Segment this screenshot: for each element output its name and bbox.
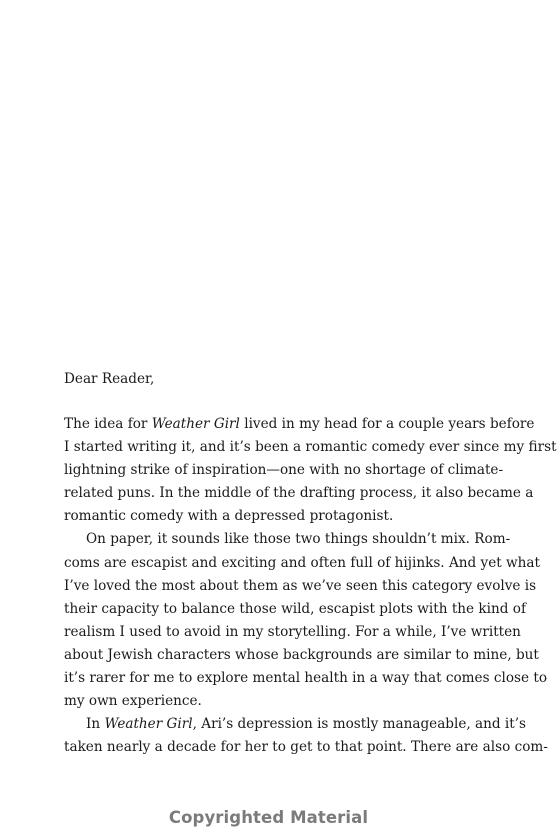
text-line: taken nearly a decade for her to get to that point. There are also com- — [64, 739, 548, 756]
salutation-text: Dear Reader, — [64, 371, 155, 387]
text-line: lightning strike of inspiration—one with no shortage of climate- — [64, 462, 504, 479]
text-line: I’ve loved the most about them as we’ve seen this category evolve is — [64, 577, 537, 594]
letter-body — [64, 413, 557, 759]
text-line: The idea for Weather Girl lived in my head for a couple years before — [64, 416, 535, 432]
text-line: On paper, it sounds like those two things shouldn’t mix. Rom- — [86, 531, 511, 548]
text-line: coms are escapist and exciting and often full of hijinks. And yet what — [64, 554, 541, 571]
text-line: romantic comedy with a depressed protagonist. — [64, 508, 394, 525]
salutation — [64, 368, 475, 391]
copyright-footer: Copyrighted Material — [168, 808, 369, 827]
text-line: their capacity to balance those wild, escapist plots with the kind of — [64, 600, 526, 617]
text-line: related puns. In the middle of the drafting process, it also became a — [64, 485, 534, 502]
text-line: it’s rarer for me to explore mental health in a way that comes close to — [64, 670, 548, 687]
text-line: realism I used to avoid in my storytelling. For a while, I’ve written — [64, 623, 521, 640]
text-line: In Weather Girl, Ari’s depression is mostly manageable, and it’s — [86, 716, 527, 733]
text-line: about Jewish characters whose backgrounds are similar to mine, but — [64, 646, 539, 663]
text-line: my own experience. — [64, 693, 202, 710]
book-title: Weather Girl — [151, 416, 240, 432]
text-line: I started writing it, and it’s been a romantic comedy ever since my first — [64, 439, 557, 456]
book-title: Weather Girl — [104, 716, 193, 733]
